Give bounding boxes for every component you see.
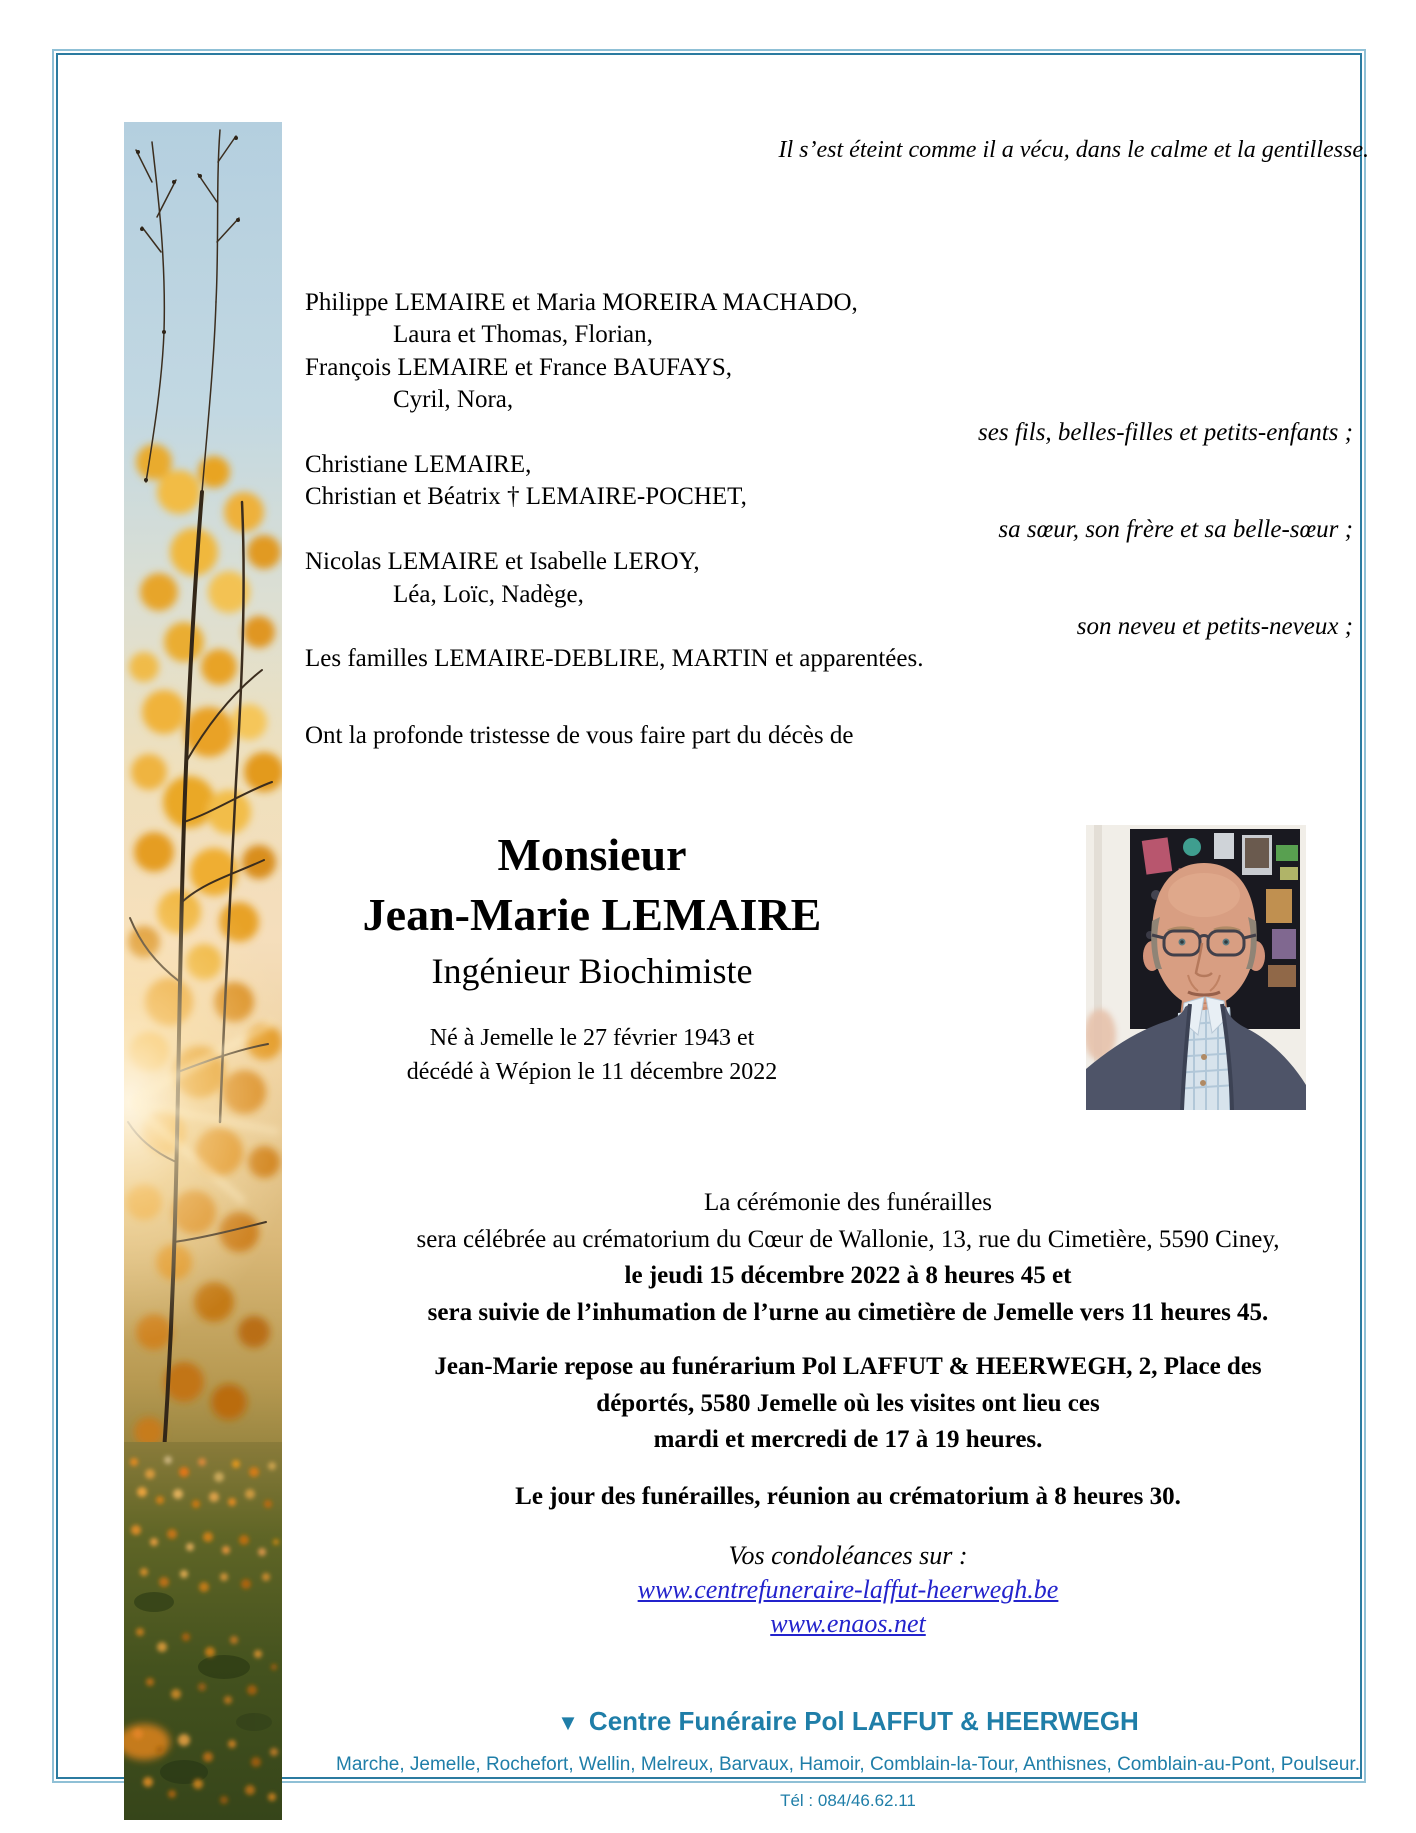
ceremony-line-1: La cérémonie des funérailles xyxy=(703,1189,993,1216)
condolence-link-funeral-home[interactable]: www.centrefuneraire-laffut-heerwegh.be xyxy=(637,1575,1059,1604)
family-line: François LEMAIRE et France BAUFAYS, xyxy=(305,353,733,381)
meeting-line: Le jour des funérailles, réunion au crématorium à 8 heures 30. xyxy=(515,1483,1181,1510)
relation-line: sa sœur, son frère et sa belle-sœur ; xyxy=(998,515,1353,543)
ceremony-date-line: le jeudi 15 décembre 2022 à 8 heures 45 et xyxy=(624,1262,1072,1290)
family-line: Christiane LEMAIRE, xyxy=(305,451,532,479)
announcement-text: Ont la profonde tristesse de vous faire part du décès de xyxy=(305,722,854,749)
ceremony-burial-line: sera suivie de l’inhumation de l’urne au cimetière de Jemelle vers 11 heures 45. xyxy=(427,1298,1269,1326)
funeral-home-towns: Marche, Jemelle, Rochefort, Wellin, Melreux, Barvaux, Hamoir, Comblain-la-Tour, Anthisnes, Comblain-au-Pont, Poulseur. xyxy=(336,1754,1360,1775)
condolences-block xyxy=(282,1539,1414,1641)
condolence-link-enaos[interactable]: www.enaos.net xyxy=(770,1609,926,1638)
family-line: Philippe LEMAIRE et Maria MOREIRA MACHADO, xyxy=(305,289,858,316)
relation-line: son neveu et petits-neveux ; xyxy=(1076,613,1353,641)
triangle-down-icon: ▼ xyxy=(557,1710,579,1735)
family-line: Laura et Thomas, Florian, xyxy=(393,321,653,349)
repose-details xyxy=(282,1349,1414,1459)
portrait-illustration xyxy=(1086,825,1306,1110)
portrait-photo xyxy=(1086,825,1306,1110)
funeral-home-name: Centre Funéraire Pol LAFFUT & HEERWEGH xyxy=(588,1706,1139,1736)
condolences-label: Vos condoléances sur : xyxy=(728,1541,968,1570)
repose-line-2: déportés, 5580 Jemelle où les visites ont lieu ces xyxy=(596,1389,1100,1417)
deceased-profession: Ingénieur Biochimiste xyxy=(431,951,753,991)
deceased-name: Jean-Marie LEMAIRE xyxy=(362,889,822,940)
family-line: Les familles LEMAIRE-DEBLIRE, MARTIN et apparentées. xyxy=(305,645,924,673)
family-line: Cyril, Nora, xyxy=(393,386,514,414)
autumn-trees-illustration xyxy=(124,122,282,1820)
relation-line: ses fils, belles-filles et petits-enfants ; xyxy=(978,418,1353,446)
family-line: Christian et Béatrix † LEMAIRE-POCHET, xyxy=(305,483,747,511)
funeral-home-name-line xyxy=(282,1703,1414,1741)
funeral-home-phone: Tél : 084/46.62.11 xyxy=(780,1791,916,1810)
life-dates xyxy=(282,1021,902,1089)
opening-quote: Il s’est éteint comme il a vécu, dans le calme et la gentillesse. xyxy=(778,137,1369,163)
ceremony-details xyxy=(282,1185,1414,1331)
deceased-title: Monsieur xyxy=(497,829,687,880)
ceremony-line-2: sera célébrée au crématorium du Cœur de Wallonie, 13, rue du Cimetière, 5590 Ciney, xyxy=(416,1225,1280,1253)
repose-line-1: Jean-Marie repose au funérarium Pol LAFFUT & HEERWEGH, 2, Place des xyxy=(434,1353,1262,1380)
family-line: Nicolas LEMAIRE et Isabelle LEROY, xyxy=(305,548,700,576)
birth-line: Né à Jemelle le 27 février 1943 et xyxy=(429,1025,755,1051)
deceased-block xyxy=(282,825,902,1089)
family-list xyxy=(305,287,1353,676)
family-line: Léa, Loïc, Nadège, xyxy=(393,580,584,608)
funeral-home-footer xyxy=(282,1703,1414,1813)
page-border-frame xyxy=(56,53,1369,1810)
death-line: décédé à Wépion le 11 décembre 2022 xyxy=(406,1059,778,1085)
repose-line-3: mardi et mercredi de 17 à 19 heures. xyxy=(653,1426,1043,1454)
autumn-trees-photo xyxy=(124,122,282,1820)
